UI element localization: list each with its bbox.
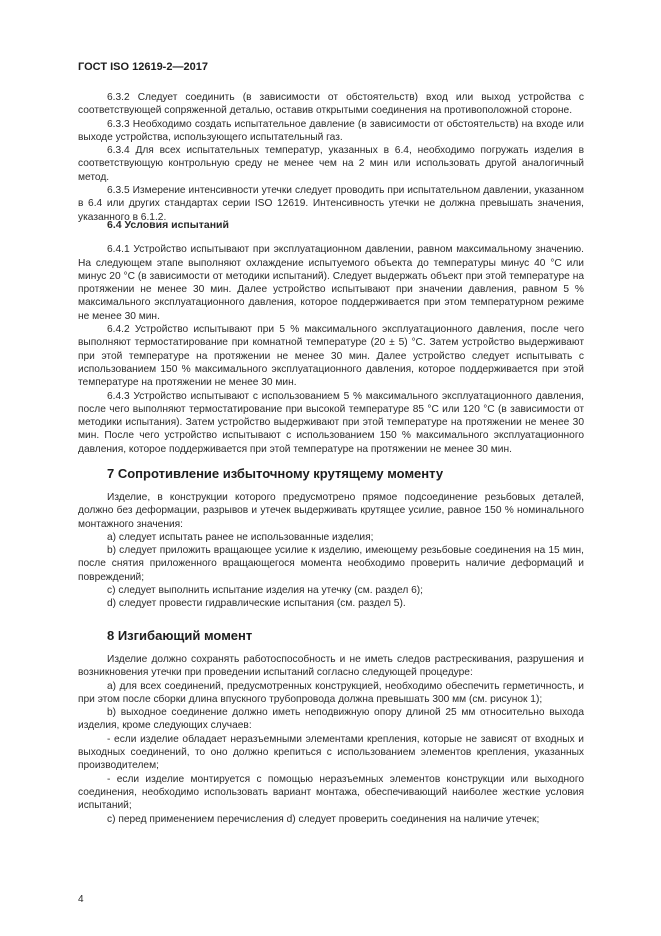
list-item: - если изделие обладает неразъемными элементами крепления, которые не зависят от входных и выходных соединений, то оно должно крепиться с использованием элементов крепления, указанных производителем;: [78, 733, 584, 772]
list-item: - если изделие монтируется с помощью неразъемных элементов конструкции или выходного соединения, необходимо использовать вариант монтажа, обеспечивающий наиболее жесткие условия испытаний;: [78, 773, 584, 812]
document-id-header: ГОСТ ISO 12619-2—2017: [78, 61, 208, 73]
list-item: d) следует провести гидравлические испытания (см. раздел 5).: [107, 598, 406, 610]
section-8-block: [78, 653, 584, 826]
section-heading: 8 Изгибающий момент: [107, 628, 253, 643]
paragraph: 6.4.1 Устройство испытывают при эксплуатационном давлении, равном максимальному значению. На следующем этапе выполняют охлаждение испытуемого объекта до температуры минус 40 °С или минус 20 °С (в зависимости от методики испытаний). Следует выдержать объект при этой температуре на протяжении не менее 30 мин. Далее устройство испытывают при значении давления, равном 5 % максимального эксплуатационного давления, которое поддерживается при этом температурном режиме не менее 30 мин.: [78, 244, 584, 322]
paragraph: Изделие должно сохранять работоспособность и не иметь следов растрескивания, разрушения и возникновения утечки при проведении испытаний согласно следующей процедуре:: [78, 654, 584, 679]
paragraph: 6.3.5 Измерение интенсивности утечки следует проводить при испытательном давлении, указанном в 6.4 или других стандартах серии ISO 12619. Интенсивность утечки не должна превышать значения, указанного в 6.1.2.: [78, 185, 584, 223]
paragraph: 6.4.2 Устройство испытывают при 5 % максимального эксплуатационного давления, после чего выполняют термостатирование при комнатной температуре (20 ± 5) °С. Затем устройство выдерживают при этой температуре на протяжении не менее 30 мин. Далее устройство следует испытывать с использованием 150 % максимального эксплуатационного давления, которое поддерживается при этой температуре на протяжении не менее 30 мин.: [78, 324, 584, 389]
section-7-block: [78, 491, 584, 611]
section-heading: 7 Сопротивление избыточному крутящему моменту: [107, 466, 444, 481]
list-item: a) для всех соединений, предусмотренных конструкцией, необходимо обеспечить герметичность, и при этом после сборки длина впускного трубопровода должна превышать 300 мм (см. рисунок 1);: [78, 680, 584, 705]
paragraph: 6.3.4 Для всех испытательных температур, указанных в 6.4, необходимо погружать изделия в соответствующую контрольную среду не менее чем на 2 мин или использовать другой аналогичный метод.: [78, 145, 584, 183]
section-6-3-block: [78, 91, 584, 224]
paragraph: 6.3.3 Необходимо создать испытательное давление (в зависимости от обстоятельств) на входе или выходе устройства, использующего испытательный газ.: [78, 118, 584, 143]
paragraph: Изделие, в конструкции которого предусмотрено прямое подсоединение резьбовых деталей, должно без деформации, разрывов и утечек выдерживать крутящее усилие, равное 150 % номинального монтажного значения:: [78, 492, 584, 530]
list-item: a) следует испытать ранее не использованные изделия;: [107, 531, 374, 543]
list-item: c) перед применением перечисления d) следует проверить соединения на наличие утечек;: [107, 813, 540, 825]
list-item: b) выходное соединение должно иметь неподвижную опору длиной 25 мм относительно выхода изделия, кроме следующих случаев:: [78, 707, 584, 732]
list-item: c) следует выполнить испытание изделия на утечку (см. раздел 6);: [107, 585, 423, 597]
paragraph: 6.4.3 Устройство испытывают с использованием 5 % максимального эксплуатационного давления, после чего выполняют термостатирование при высокой температуре 85 °С или 120 °С (в зависимости от методики испытания). Затем устройство выдерживают при этой температуре на протяжении не менее 30 мин. После чего устройство испытывают с использованием 150 % максимального эксплуатационного давления, которое поддерживается при этой температуре на протяжении не менее 30 мин.: [78, 390, 584, 455]
list-item: b) следует приложить вращающее усилие к изделию, имеющему резьбовые соединения на 15 мин, после снятия приложенного вращающегося момента необходимо проверить наличие деформаций и повреждений;: [78, 545, 584, 583]
paragraph: 6.3.2 Следует соединить (в зависимости от обстоятельств) вход или выход устройства с соответствующей сопряженной деталью, оставив открытыми соединения на противоположной стороне.: [78, 92, 584, 117]
section-6-4-block: [78, 219, 584, 456]
page-number: 4: [78, 894, 84, 905]
subsection-heading: 6.4 Условия испытаний: [107, 219, 229, 231]
